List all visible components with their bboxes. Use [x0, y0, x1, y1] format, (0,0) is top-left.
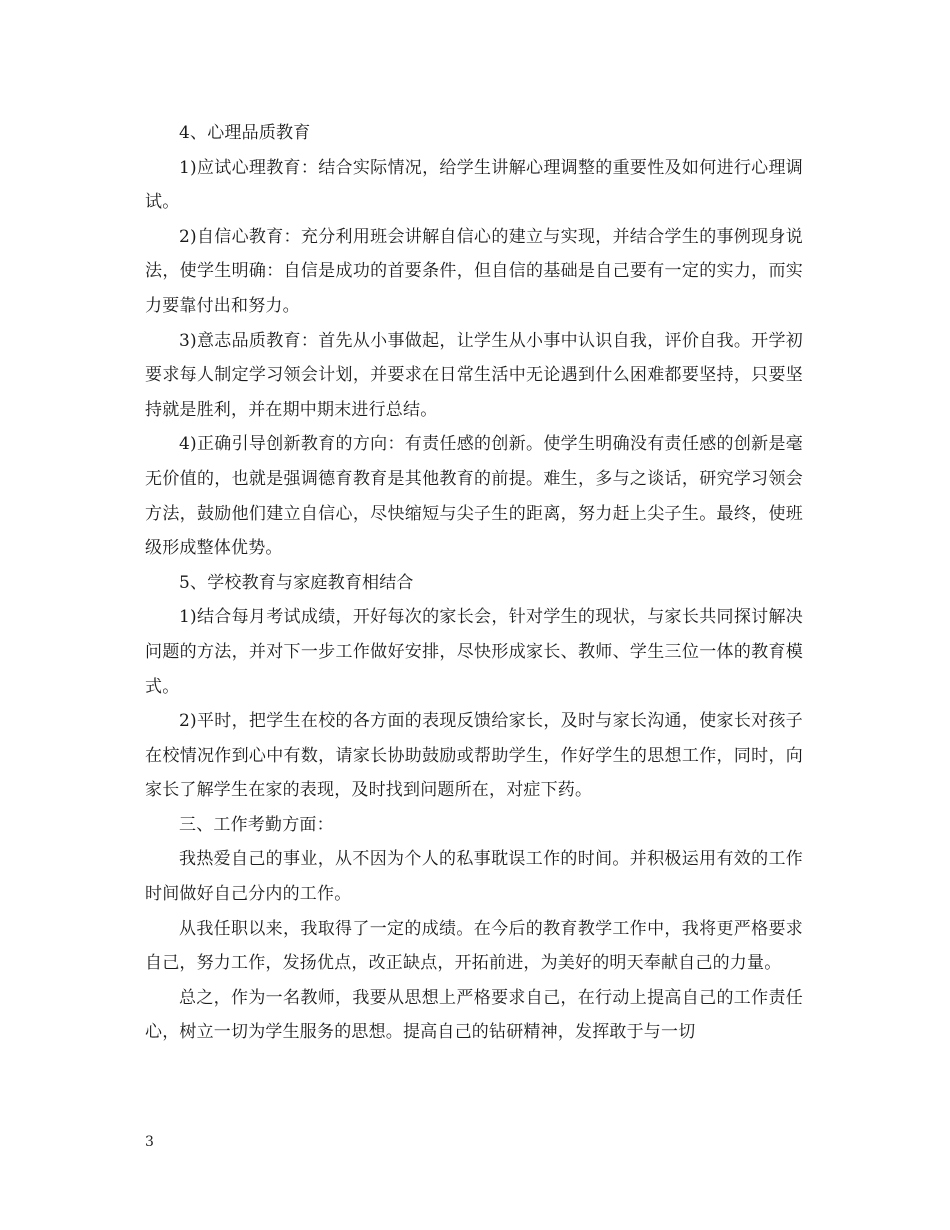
paragraph-parent-meetings: 1)结合每月考试成绩，开好每次的家长会，针对学生的现状，与家长共同探讨解决问题的方法，并对下一步工作做好安排，尽快形成家长、教师、学生三位一体的教育模式。 — [145, 607, 803, 697]
paragraph-parent-communication: 2)平时，把学生在校的各方面的表现反馈给家长，及时与家长沟通，使家长对孩子在校情况作到心中有数，请家长协助鼓励或帮助学生，作好学生的思想工作，同时，向家长了解学生在家的表现，及时找到问题所在，对症下药。 — [145, 711, 803, 801]
paragraph-confidence-education: 2)自信心教育：充分利用班会讲解自信心的建立与实现，并结合学生的事例现身说法，使学生明确：自信是成功的首要条件，但自信的基础是自己要有一定的实力，而实力要靠付出和努力。 — [145, 226, 803, 316]
paragraph-work-dedication: 我热爱自己的事业，从不因为个人的私事耽误工作的时间。并积极运用有效的工作时间做好自己分内的工作。 — [145, 849, 803, 905]
document-body — [145, 116, 803, 1050]
section-heading-school-family: 5、学校教育与家庭教育相结合 — [179, 572, 414, 593]
paragraph-innovation-guidance: 4)正确引导创新教育的方向：有责任感的创新。使学生明确没有责任感的创新是毫无价值的，也就是强调德育教育是其他教育的前提。难生，多与之谈话，研究学习领会方法，鼓励他们建立自信心，尽快缩短与尖子生的距离，努力赶上尖子生。最终，使班级形成整体优势。 — [145, 434, 803, 559]
paragraph-willpower-education: 3)意志品质教育：首先从小事做起，让学生从小事中认识自我，评价自我。开学初要求每人制定学习领会计划，并要求在日常生活中无论遇到什么困难都要坚持，只要坚持就是胜利，并在期中期末进行总结。 — [145, 330, 803, 420]
paragraph-exam-psychology: 1)应试心理教育：结合实际情况，给学生讲解心理调整的重要性及如何进行心理调试。 — [145, 157, 803, 213]
page-number: 3 — [145, 1134, 154, 1150]
section-heading-mental-quality: 4、心理品质教育 — [179, 123, 311, 143]
paragraph-conclusion: 总之，作为一名教师，我要从思想上严格要求自己，在行动上提高自己的工作责任心，树立一切为学生服务的思想。提高自己的钻研精神，发挥敢于与一切 — [145, 987, 803, 1043]
section-heading-attendance: 三、工作考勤方面： — [179, 814, 334, 835]
paragraph-achievements: 从我任职以来，我取得了一定的成绩。在今后的教育教学工作中，我将更严格要求自己，努力工作，发扬优点，改正缺点，开拓前进，为美好的明天奉献自己的力量。 — [145, 918, 803, 974]
